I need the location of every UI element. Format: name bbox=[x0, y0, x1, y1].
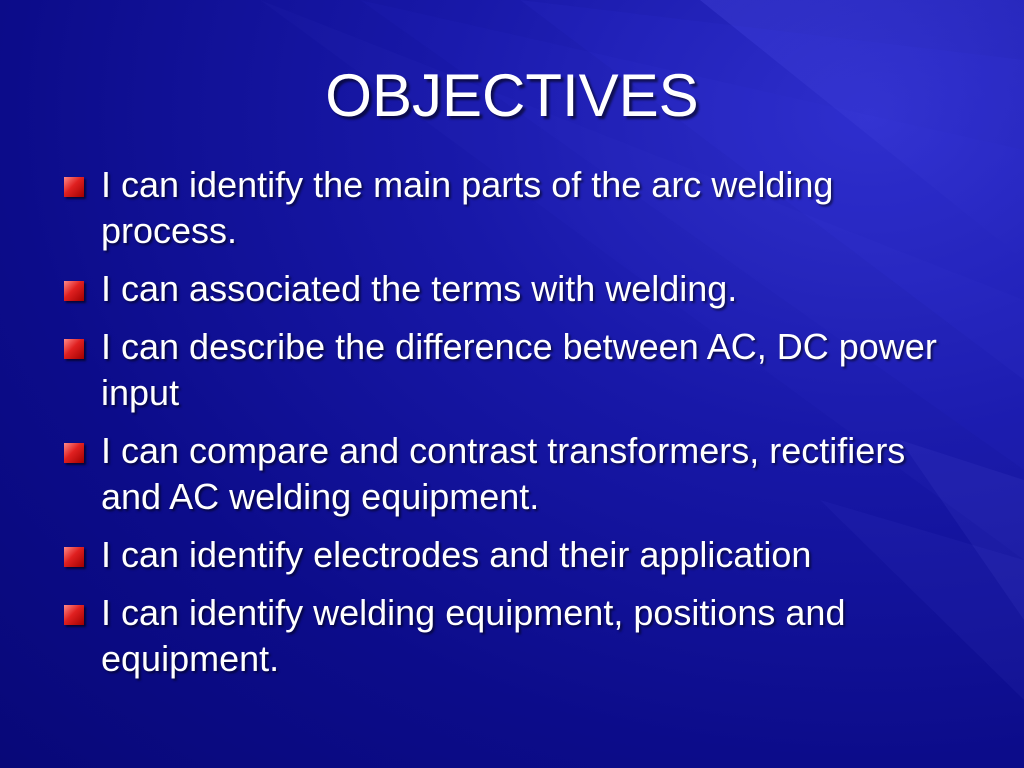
list-item bbox=[60, 324, 960, 416]
list-item bbox=[60, 590, 960, 682]
slide-title: OBJECTIVES bbox=[325, 62, 699, 129]
list-item bbox=[60, 428, 960, 520]
square-bullet-icon bbox=[64, 605, 84, 625]
list-item-text: I can describe the difference between AC, DC power input bbox=[101, 326, 937, 413]
list-item bbox=[60, 532, 960, 578]
square-bullet-icon bbox=[64, 339, 84, 359]
objectives-list bbox=[60, 162, 960, 694]
list-item bbox=[60, 162, 960, 254]
list-item-text: I can compare and contrast transformers, rectifiers and AC welding equipment. bbox=[101, 430, 906, 517]
square-bullet-icon bbox=[64, 177, 84, 197]
square-bullet-icon bbox=[64, 281, 84, 301]
list-item-text: I can identify welding equipment, positions and equipment. bbox=[101, 592, 846, 679]
list-item-text: I can associated the terms with welding. bbox=[101, 268, 738, 309]
square-bullet-icon bbox=[64, 443, 84, 463]
list-item-text: I can identify electrodes and their application bbox=[101, 534, 812, 575]
square-bullet-icon bbox=[64, 547, 84, 567]
list-item bbox=[60, 266, 960, 312]
list-item-text: I can identify the main parts of the arc welding process. bbox=[101, 164, 834, 251]
